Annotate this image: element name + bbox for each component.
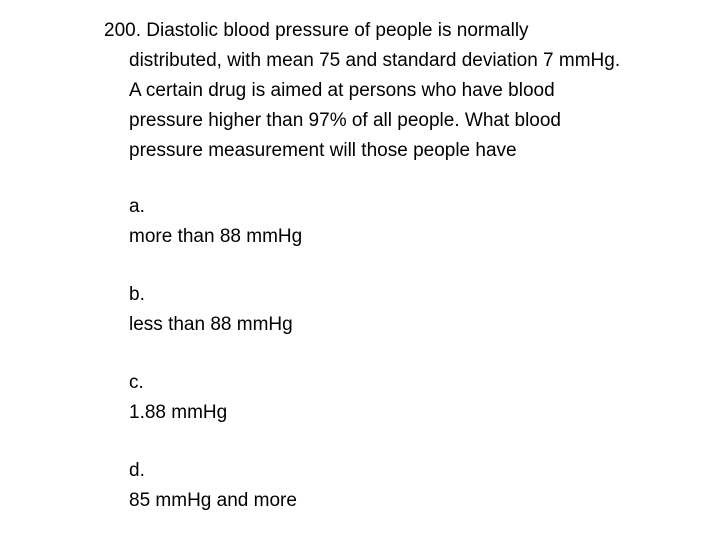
option-text: 1.88 mmHg [129,402,228,423]
question-text [104,16,664,166]
option-text: less than 88 mmHg [129,314,293,335]
question-line: pressure measurement will those people have [129,140,517,161]
question-line: 200. Diastolic blood pressure of people is normally [104,20,529,41]
option-d[interactable] [129,456,302,516]
option-b[interactable] [129,280,302,340]
option-letter: d. [129,460,145,481]
option-text: more than 88 mmHg [129,226,303,247]
option-letter: c. [129,372,144,393]
option-c[interactable] [129,368,302,428]
question-line: A certain drug is aimed at persons who have blood [129,80,555,101]
option-a[interactable] [129,192,302,252]
option-text: 85 mmHg and more [129,490,297,511]
option-letter: a. [129,196,145,217]
answer-options [129,192,302,544]
question-line: pressure higher than 97% of all people. What blood [129,110,561,131]
option-letter: b. [129,284,145,305]
question-line: distributed, with mean 75 and standard deviation 7 mmHg. [129,50,621,71]
